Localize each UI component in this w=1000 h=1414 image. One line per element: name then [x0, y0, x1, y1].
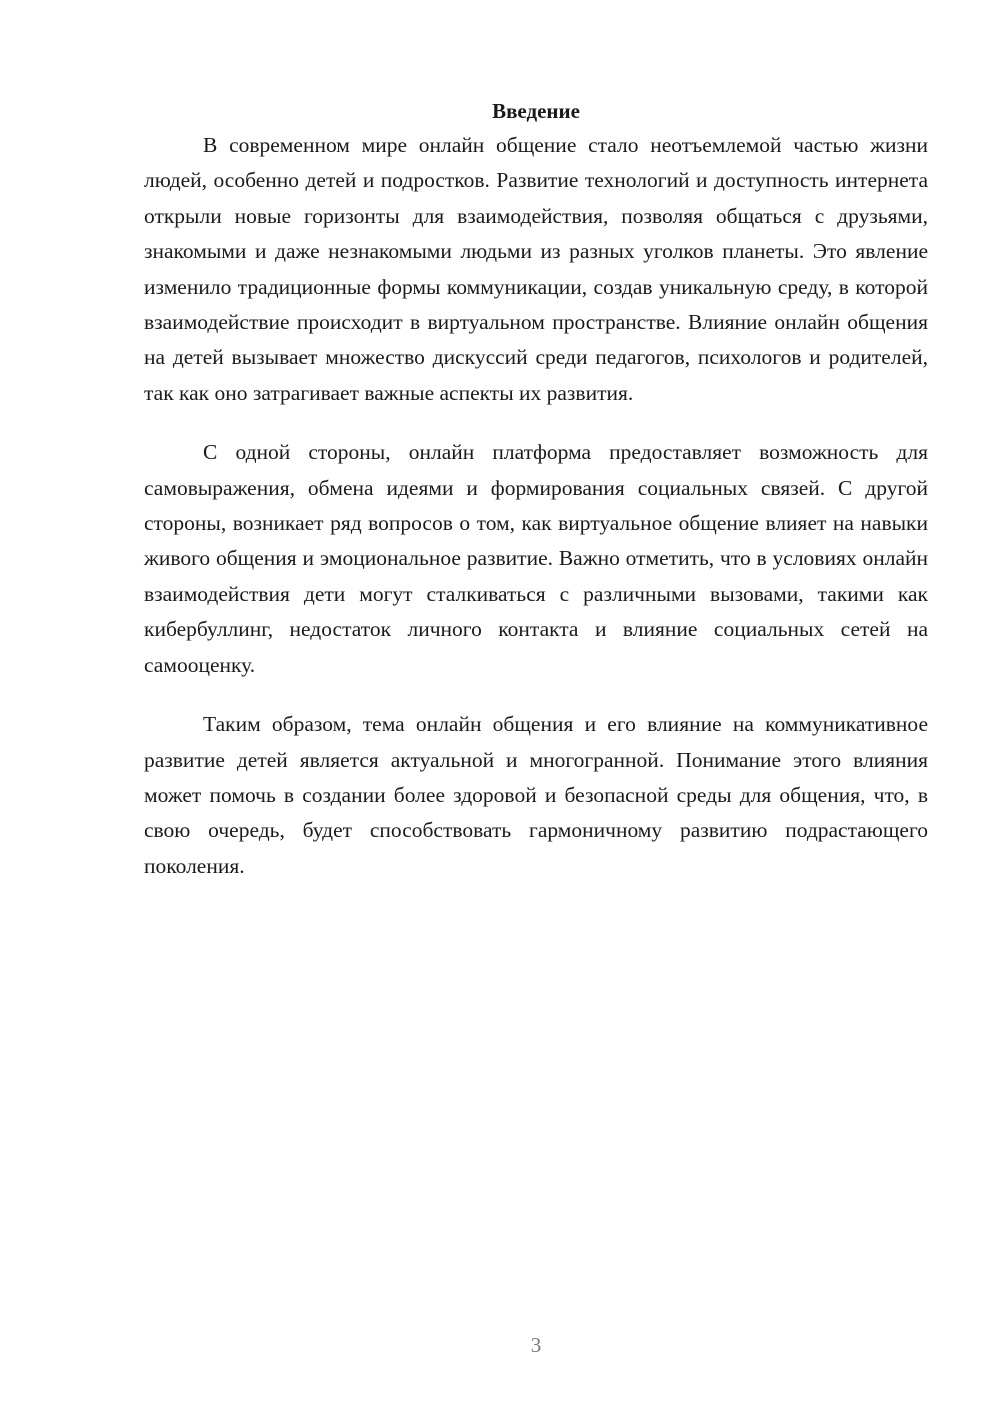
- page-number: 3: [530, 1333, 542, 1357]
- section-heading: Введение: [492, 99, 580, 123]
- paragraph-2: С одной стороны, онлайн платформа предоставляет возможность для самовыражения, обмена идеями и формирования социальных связей. С другой стороны, возникает ряд вопросов о том, как виртуальное общение влияет на навыки живого общения и эмоциональное развитие. Важно отметить, что в условиях онлайн взаимодействия дети могут сталкиваться с различными вызовами, такими как кибербуллинг, недостаток личного контакта и влияние социальных сетей на самооценку.: [144, 440, 928, 677]
- page-content: [144, 96, 928, 908]
- paragraph-3: Таким образом, тема онлайн общения и его влияние на коммуникативное развитие детей является актуальной и многогранной. Понимание этого влияния может помочь в создании более здоровой и безопасной среды для общения, что, в свою очередь, будет способствовать гармоничному развитию подрастающего поколения.: [144, 712, 928, 878]
- paragraph-1: В современном мире онлайн общение стало неотъемлемой частью жизни людей, особенно детей и подростков. Развитие технологий и доступность интернета открыли новые горизонты для взаимодействия, позволяя общаться с друзьями, знакомыми и даже незнакомыми людьми из разных уголков планеты. Это явление изменило традиционные формы коммуникации, создав уникальную среду, в которой взаимодействие происходит в виртуальном пространстве. Влияние онлайн общения на детей вызывает множество дискуссий среди педагогов, психологов и родителей, так как оно затрагивает важные аспекты их развития.: [144, 133, 928, 405]
